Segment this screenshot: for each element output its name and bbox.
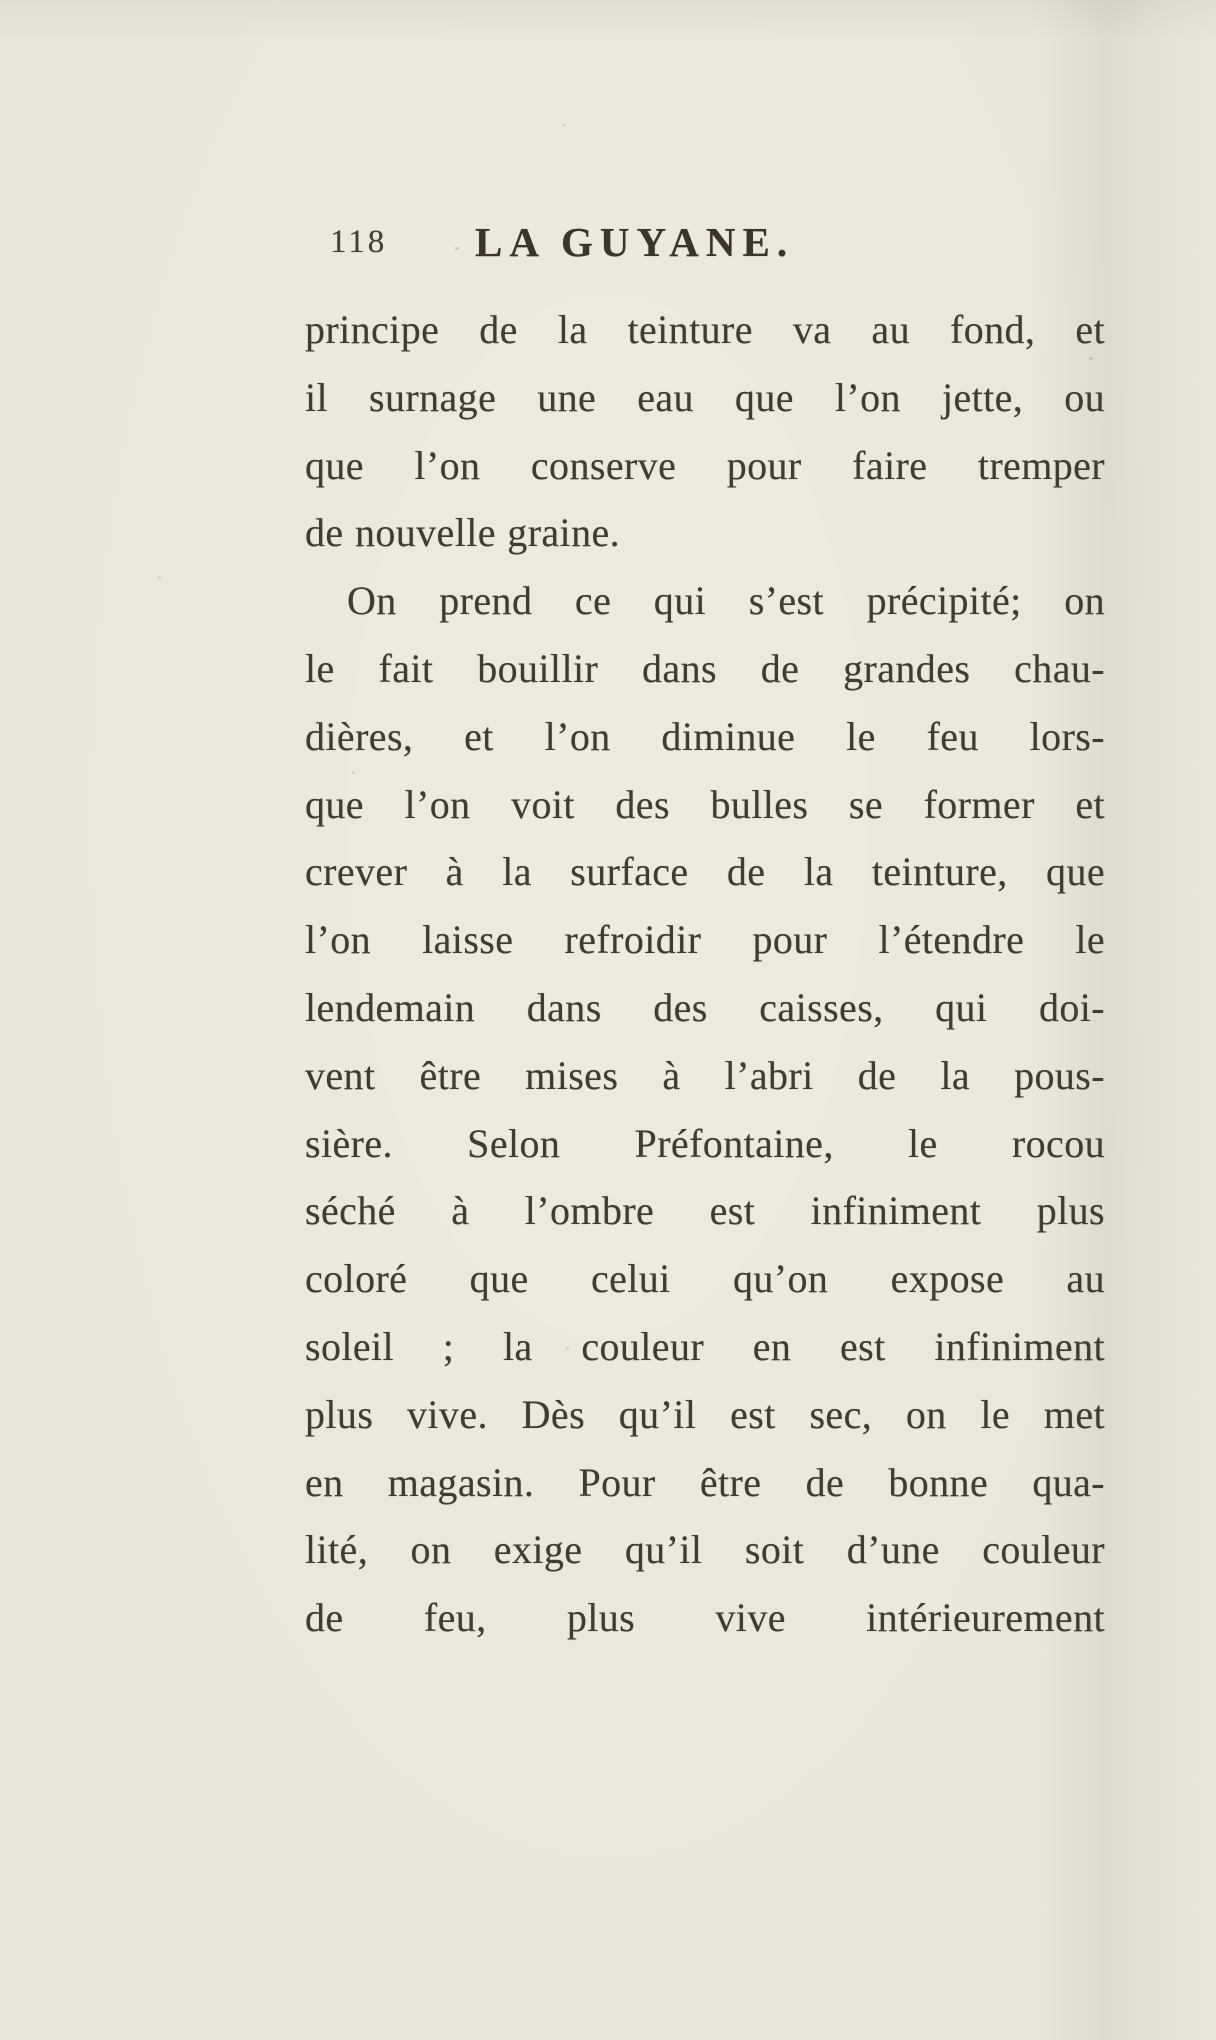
scan-speck — [563, 124, 566, 126]
text-line: il surnage une eau que l’on jette, ou — [305, 374, 1105, 420]
text-line: coloré que celui qu’on expose au — [305, 1256, 1105, 1302]
page-body — [305, 296, 1105, 1652]
text-line: le fait bouillir dans de grandes chau- — [305, 645, 1105, 691]
text-line: lité, on exige qu’il soit d’une couleur — [305, 1527, 1105, 1573]
scan-speck — [1089, 357, 1093, 360]
text-line: que l’on voit des bulles se former et — [305, 781, 1105, 827]
text-line: principe de la teinture va au fond, et — [305, 307, 1105, 352]
scan-speck — [566, 1347, 569, 1350]
scan-speck — [455, 247, 459, 250]
text-line: vent être mises à l’abri de la pous- — [305, 1052, 1105, 1098]
text-line: crever à la surface de la teinture, que — [305, 849, 1105, 895]
text-line: en magasin. Pour être de bonne qua- — [305, 1459, 1105, 1505]
text-line: que l’on conserve pour faire tremper — [305, 442, 1105, 488]
scan-speck — [352, 771, 355, 774]
scan-speck — [158, 576, 161, 579]
text-line: séché à l’ombre est infiniment plus — [305, 1188, 1105, 1234]
text-line: dières, et l’on diminue le feu lors- — [305, 713, 1105, 759]
text-line: de feu, plus vive intérieurement — [305, 1595, 1105, 1641]
page-number: 118 — [330, 224, 388, 260]
text-line: sière. Selon Préfontaine, le rocou — [305, 1120, 1105, 1166]
text-line: plus vive. Dès qu’il est sec, on le met — [305, 1391, 1105, 1437]
running-title: LA GUYANE. — [475, 219, 795, 265]
page-header — [305, 218, 1105, 268]
text-line: lendemain dans des caisses, qui doi- — [305, 984, 1105, 1030]
text-line: l’on laisse refroidir pour l’étendre le — [305, 917, 1105, 963]
text-line: de nouvelle graine. — [305, 510, 621, 556]
text-line: soleil ; la couleur en est infiniment — [305, 1323, 1105, 1369]
text-line: On prend ce qui s’est précipité; on — [347, 578, 1105, 624]
